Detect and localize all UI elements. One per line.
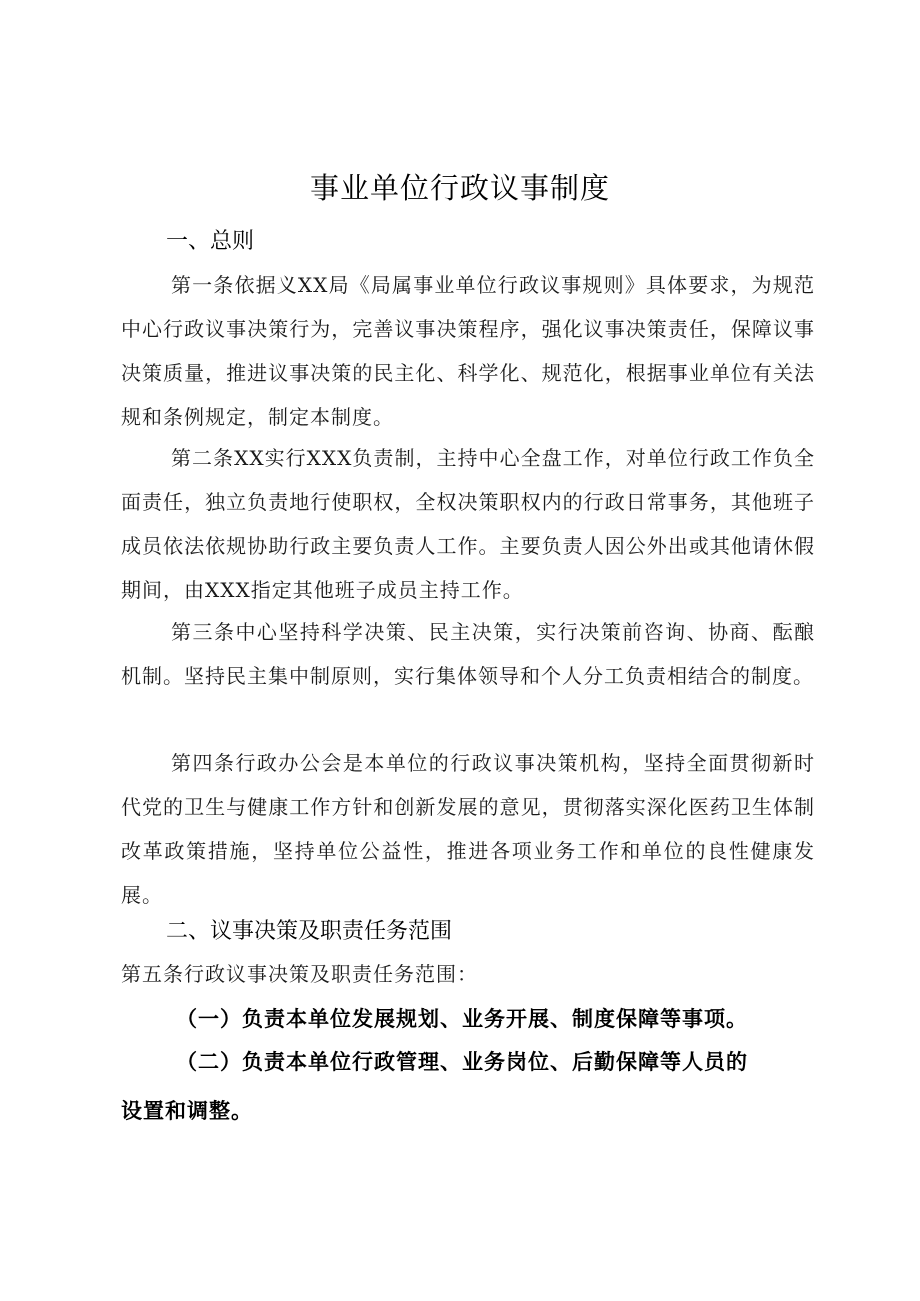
article-4: 第四条行政办公会是本单位的行政议事决策机构，坚持全面贯彻新时代党的卫生与健康工作方针和创新发展的意见，贯彻落实深化医药卫生体制改革政策措施，坚持单位公益性，推进各项业务工作和单位的良性健康发展。: [121, 751, 815, 907]
scope-item-2-line-2: 设置和调整。: [121, 1099, 253, 1123]
section-heading-scope: 二、议事决策及职责任务范围: [166, 919, 453, 944]
article-5-intro: 第五条行政议事决策及职责任务范围：: [121, 962, 478, 986]
document-title: 事业单位行政议事制度: [309, 171, 610, 205]
section-heading-general: 一、总则: [166, 229, 255, 254]
article-3: 第三条中心坚持科学决策、民主决策，实行决策前咨询、协商、酝酿机制。坚持民主集中制原则，实行集体领导和个人分工负责相结合的制度。: [121, 620, 815, 688]
scope-item-2-line-1: （二）负责本单位行政管理、业务岗位、后勤保障等人员的: [176, 1050, 748, 1074]
article-1: 第一条依据义XX局《局属事业单位行政议事规则》具体要求，为规范中心行政议事决策行为，完善议事决策程序，强化议事决策责任，保障议事决策质量，推进议事决策的民主化、科学化、规范化，根据事业单位有关法规和条例规定，制定本制度。: [121, 273, 815, 429]
scope-item-1: （一）负责本单位发展规划、业务开展、制度保障等事项。: [176, 1007, 748, 1031]
article-2: 第二条XX实行XXX负责制，主持中心全盘工作，对单位行政工作负全面责任，独立负责地行使职权，全权决策职权内的行政日常事务，其他班子成员依法依规协助行政主要负责人工作。主要负责人因公外出或其他请休假期间，由XXX指定其他班子成员主持工作。: [121, 446, 815, 602]
